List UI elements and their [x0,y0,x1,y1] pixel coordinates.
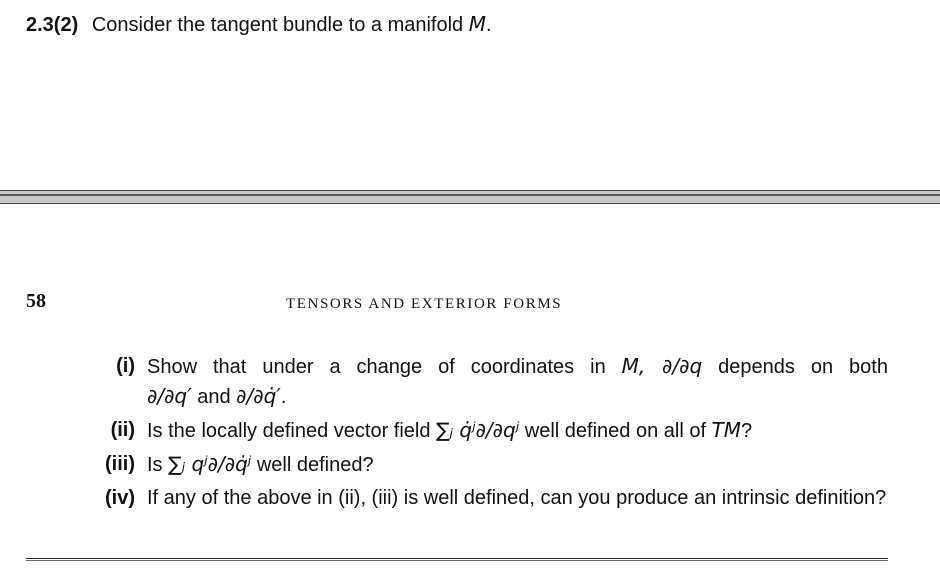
problem-period: . [486,14,492,36]
problem-manifold: M [468,12,487,36]
exercise-parts [100,352,888,517]
part-math: ∂/∂q̇′ [236,384,281,408]
part-iii [100,450,888,480]
part-text: depends on both [718,356,888,378]
part-label: (iii) [105,453,135,475]
part-label: (iv) [105,487,135,509]
part-i [100,352,888,412]
page-break-divider [0,190,940,204]
part-ii [100,416,888,446]
part-text: . [280,386,287,408]
part-text: well defined on all of [524,420,706,442]
part-label: (ii) [110,419,135,441]
part-math: ∂/∂q′ [147,384,192,408]
part-math: ∑ⱼ q̇ʲ∂/∂qʲ [436,418,520,442]
problem-number: 2.3(2) [26,14,79,36]
problem-text: Consider the tangent bundle to a manifold [91,14,464,36]
part-text: If any of the above in (ii), (iii) is well defined, can you produce an intrinsic definition? [147,487,887,509]
part-math: TM [711,418,742,442]
part-text: well defined? [256,454,374,476]
part-math: M, ∂/∂q [621,354,703,378]
part-text: Is [147,454,163,476]
problem-statement [26,12,492,37]
bottom-rule-divider [26,558,888,559]
part-text: Show that under a change of coordinates in [147,356,606,378]
page-number: 58 [26,290,46,312]
part-math: ∑ⱼ qʲ∂/∂q̇ʲ [168,452,252,476]
running-head: TENSORS AND EXTERIOR FORMS [286,296,563,312]
part-text: Is the locally defined vector field [147,420,431,442]
part-text: ? [741,420,753,442]
part-label: (i) [116,355,135,377]
part-text: and [197,386,231,408]
part-iv [100,484,888,513]
